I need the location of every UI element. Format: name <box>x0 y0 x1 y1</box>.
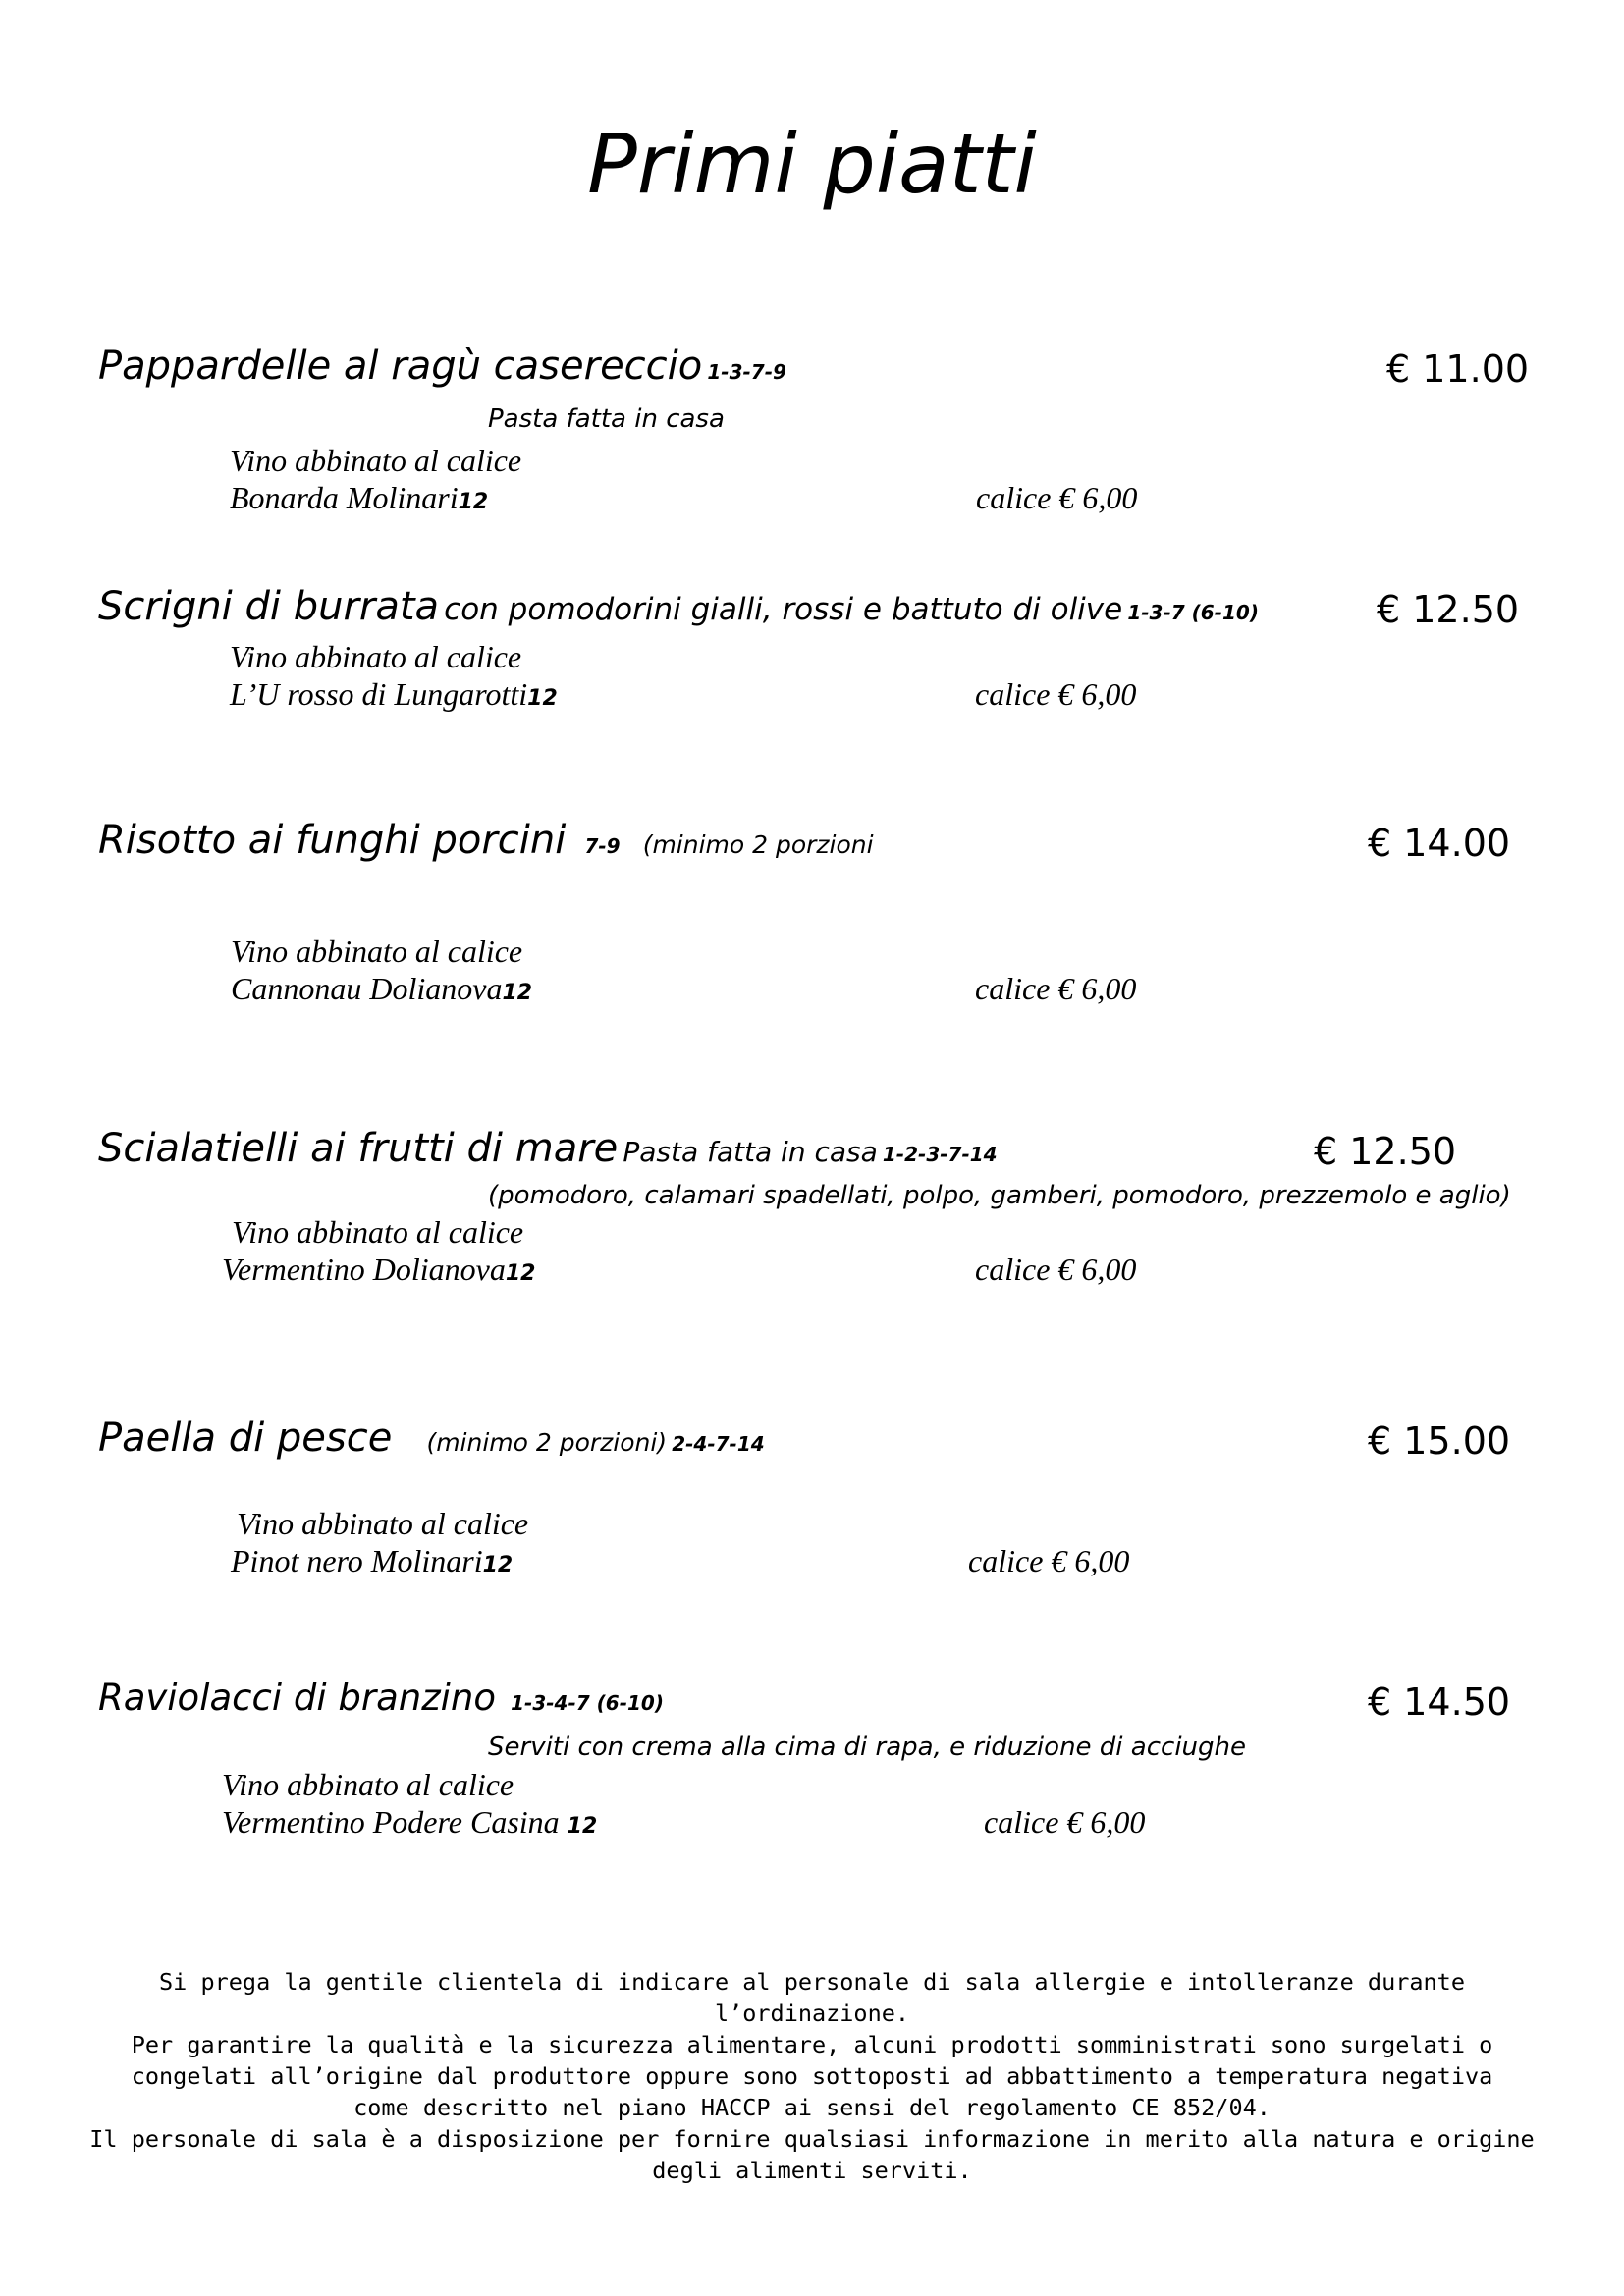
dish-extra: (minimo 2 porzioni <box>642 830 874 859</box>
wine-label: Vino abbinato al calice <box>232 1214 524 1250</box>
wine-name <box>230 480 488 516</box>
allergen-codes: 1-3-7-9 <box>707 360 786 384</box>
allergen-codes: 2-4-7-14 <box>672 1432 765 1456</box>
wine-name <box>222 1252 535 1288</box>
dish-extra: (minimo 2 porzioni) <box>426 1428 668 1457</box>
notice-line: degli alimenti serviti. <box>652 2157 972 2184</box>
page-title: Primi piatti <box>587 116 1037 212</box>
notice-line: Il personale di sala è a disposizione per fornire qualsiasi informazione in merito alla natura e origine <box>89 2125 1535 2153</box>
wine-label: Vino abbinato al calice <box>230 443 522 478</box>
wine-number: 12 <box>502 981 533 1005</box>
wine-name-text: Bonarda Molinari <box>230 480 459 515</box>
dish-price: € 11.00 <box>1386 347 1530 391</box>
wine-label: Vino abbinato al calice <box>231 934 523 969</box>
menu-item-1-header <box>98 344 786 389</box>
dish-price: € 14.50 <box>1368 1681 1511 1724</box>
wine-price: calice € 6,00 <box>976 480 1138 515</box>
notice-line: Per garantire la qualità e la sicurezza alimentare, alcuni prodotti somministrati sono surgelati o <box>131 2031 1493 2058</box>
dish-extra: Pasta fatta in casa <box>623 1136 878 1168</box>
allergen-codes: 1-3-7 (6-10) <box>1127 601 1259 624</box>
dish-extra: con pomodorini gialli, rossi e battuto di olive <box>444 592 1123 627</box>
dish-name: Paella di pesce <box>98 1415 393 1461</box>
wine-price: calice € 6,00 <box>984 1804 1146 1840</box>
wine-name-text: Cannonau Dolianova <box>231 971 503 1006</box>
dish-name: Pappardelle al ragù casereccio <box>98 344 703 389</box>
menu-item-2-header <box>98 584 1259 629</box>
wine-label: Vino abbinato al calice <box>237 1506 529 1541</box>
allergen-codes: 1-3-4-7 (6-10) <box>511 1691 664 1715</box>
menu-item-5-header <box>98 1415 765 1461</box>
notice-line: come descritto nel piano HACCP ai sensi del regolamento CE 852/04. <box>353 2094 1271 2121</box>
allergen-codes: 7-9 <box>584 834 621 858</box>
wine-name-text: Vermentino Podere Casina <box>222 1804 568 1840</box>
menu-item-6-header <box>98 1677 664 1719</box>
dish-name: Scialatielli ai frutti di mare <box>98 1126 619 1171</box>
dish-price: € 15.00 <box>1368 1419 1511 1463</box>
wine-number: 12 <box>482 1553 514 1577</box>
menu-item-4-header <box>98 1126 998 1171</box>
wine-label: Vino abbinato al calice <box>230 639 522 674</box>
notice-line: Si prega la gentile clientela di indicare al personale di sala allergie e intolleranze durante <box>159 1968 1465 1996</box>
dish-name: Raviolacci di branzino <box>98 1677 497 1719</box>
allergen-codes: 1-2-3-7-14 <box>882 1143 998 1166</box>
wine-name-text: Vermentino Dolianova <box>222 1252 506 1287</box>
wine-name <box>230 676 558 713</box>
wine-number: 12 <box>567 1814 598 1839</box>
dish-price: € 14.00 <box>1368 822 1511 865</box>
wine-number: 12 <box>527 686 558 711</box>
dish-note: Serviti con crema alla cima di rapa, e riduzione di acciughe <box>488 1733 1247 1762</box>
notice-line: congelati all’origine dal produttore oppure sono sottoposti ad abbattimento a temperatura negativa <box>131 2062 1493 2090</box>
dish-note: Pasta fatta in casa <box>488 404 725 434</box>
wine-price: calice € 6,00 <box>968 1543 1130 1578</box>
wine-name <box>231 1543 513 1579</box>
dish-price: € 12.50 <box>1314 1130 1457 1173</box>
notice-line: l’ordinazione. <box>714 2000 910 2027</box>
allergy-notice <box>88 1966 1536 2186</box>
wine-price: calice € 6,00 <box>975 971 1137 1006</box>
wine-number: 12 <box>458 490 489 514</box>
wine-number: 12 <box>505 1261 536 1286</box>
wine-name-text: Pinot nero Molinari <box>231 1543 483 1578</box>
wine-price: calice € 6,00 <box>975 1252 1137 1287</box>
wine-label: Vino abbinato al calice <box>222 1767 514 1802</box>
dish-name: Risotto ai funghi porcini <box>98 818 567 863</box>
wine-name-text: L’U rosso di Lungarotti <box>230 676 528 712</box>
menu-item-3-header <box>98 818 874 863</box>
dish-note: (pomodoro, calamari spadellati, polpo, gamberi, pomodoro, prezzemolo e aglio) <box>488 1181 1511 1210</box>
wine-price: calice € 6,00 <box>975 676 1137 712</box>
dish-price: € 12.50 <box>1377 588 1520 631</box>
dish-name: Scrigni di burrata <box>98 584 440 629</box>
wine-name <box>231 971 532 1007</box>
wine-name <box>222 1804 597 1841</box>
